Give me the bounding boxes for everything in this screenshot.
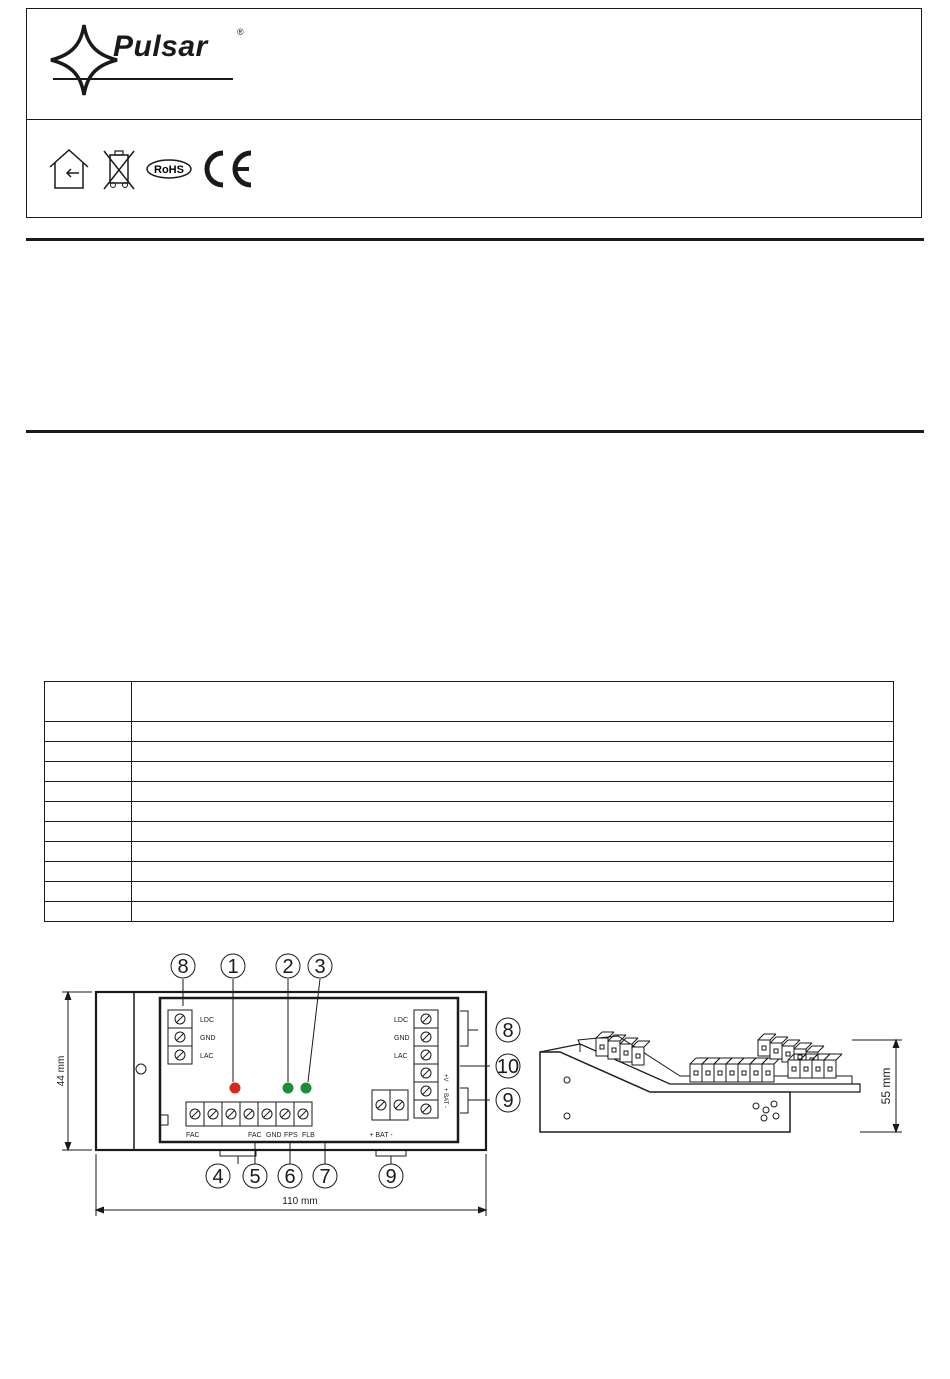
terminal-label: FLB bbox=[302, 1132, 315, 1139]
table-cell bbox=[45, 742, 132, 762]
terminal-label: LAC bbox=[200, 1053, 214, 1060]
callout-number: 9 bbox=[502, 1090, 514, 1112]
callout-number: 1 bbox=[227, 956, 239, 978]
terminal-label: LAC bbox=[394, 1053, 408, 1060]
side-view bbox=[540, 1032, 902, 1132]
terminal-label: FAC bbox=[248, 1132, 262, 1139]
callout-number: 5 bbox=[249, 1166, 261, 1188]
table-row bbox=[45, 862, 894, 882]
callout-number: 8 bbox=[177, 956, 189, 978]
table-cell bbox=[132, 762, 894, 782]
pulsar-logo bbox=[49, 23, 245, 97]
table-cell bbox=[45, 822, 132, 842]
terminal-label: GND bbox=[394, 1035, 410, 1042]
table-cell bbox=[132, 802, 894, 822]
table-row bbox=[45, 802, 894, 822]
led-green-1 bbox=[283, 1083, 294, 1094]
front-view bbox=[56, 954, 520, 1216]
table-row bbox=[45, 882, 894, 902]
table-cell bbox=[45, 762, 132, 782]
callout-number: 10 bbox=[496, 1056, 520, 1078]
mounting-hole bbox=[136, 1064, 146, 1074]
led-green-2 bbox=[301, 1083, 312, 1094]
indoor-use-icon bbox=[47, 147, 91, 191]
table-row bbox=[45, 782, 894, 802]
terminal-label: GND bbox=[266, 1132, 282, 1139]
table-cell bbox=[45, 902, 132, 922]
certification-icons bbox=[47, 147, 267, 191]
terminal-label: LDC bbox=[394, 1017, 409, 1024]
registered-mark: ® bbox=[237, 27, 244, 37]
dim-side-height-label: 55 mm bbox=[879, 1067, 893, 1105]
callout-number: 9 bbox=[385, 1166, 397, 1188]
dim-height-label: 44 mm bbox=[56, 1055, 67, 1087]
module-drawing bbox=[40, 948, 920, 1228]
table-row bbox=[45, 722, 894, 742]
table-cell bbox=[45, 682, 132, 722]
table-cell bbox=[132, 842, 894, 862]
right-bat-label: + BAT - bbox=[442, 1088, 448, 1108]
table-row bbox=[45, 742, 894, 762]
header-divider bbox=[27, 119, 921, 120]
dimension-lines bbox=[62, 992, 486, 1216]
table-cell bbox=[132, 722, 894, 742]
table-row bbox=[45, 822, 894, 842]
table-cell bbox=[45, 842, 132, 862]
left-terminal-block bbox=[168, 1010, 216, 1064]
table-cell bbox=[45, 862, 132, 882]
callout-number: 3 bbox=[314, 956, 326, 978]
table-row bbox=[45, 842, 894, 862]
bottom-terminal-strip bbox=[186, 1102, 312, 1126]
specification-table bbox=[44, 681, 894, 922]
table-cell bbox=[45, 722, 132, 742]
rohs-label: RoHS bbox=[154, 164, 184, 176]
callout-number: 4 bbox=[212, 1166, 224, 1188]
table-cell bbox=[45, 802, 132, 822]
terminal-label: GND bbox=[200, 1035, 216, 1042]
table-row bbox=[45, 762, 894, 782]
rohs-badge-icon bbox=[145, 147, 193, 191]
table-row bbox=[45, 902, 894, 922]
table-cell bbox=[132, 822, 894, 842]
table-cell bbox=[132, 882, 894, 902]
table-cell bbox=[132, 682, 894, 722]
weee-crossed-bin-icon bbox=[99, 147, 139, 191]
section-rule-top bbox=[26, 238, 924, 241]
table-cell bbox=[132, 862, 894, 882]
plus-v-label: +V bbox=[442, 1074, 448, 1082]
ce-mark-icon bbox=[199, 147, 257, 191]
table-header-row bbox=[45, 682, 894, 722]
table-cell bbox=[132, 782, 894, 802]
callout-number: 7 bbox=[319, 1166, 331, 1188]
document-header bbox=[26, 8, 922, 218]
pulsar-star-icon bbox=[49, 23, 119, 97]
table-cell bbox=[45, 782, 132, 802]
callout-leaders bbox=[183, 979, 490, 1164]
section-rule-bottom bbox=[26, 430, 924, 433]
logo-underline bbox=[53, 78, 233, 80]
bat-label: + BAT - bbox=[369, 1132, 393, 1139]
table-cell bbox=[132, 742, 894, 762]
led-red bbox=[230, 1083, 241, 1094]
bottom-terminal-labels bbox=[186, 1132, 315, 1139]
terminal-label: LDC bbox=[200, 1017, 215, 1024]
callout-number: 6 bbox=[284, 1166, 296, 1188]
terminal-label: FAC bbox=[186, 1132, 200, 1139]
callout-number: 8 bbox=[502, 1020, 514, 1042]
dim-width-label: 110 mm bbox=[282, 1196, 318, 1207]
callout-circles bbox=[171, 954, 520, 1188]
table-cell bbox=[45, 882, 132, 902]
side-view-terminals bbox=[596, 1032, 842, 1082]
battery-terminal-block bbox=[372, 1090, 408, 1120]
callout-number: 2 bbox=[282, 956, 294, 978]
table-cell bbox=[132, 902, 894, 922]
brand-name: Pulsar bbox=[113, 30, 208, 63]
terminal-label: FPS bbox=[284, 1132, 298, 1139]
